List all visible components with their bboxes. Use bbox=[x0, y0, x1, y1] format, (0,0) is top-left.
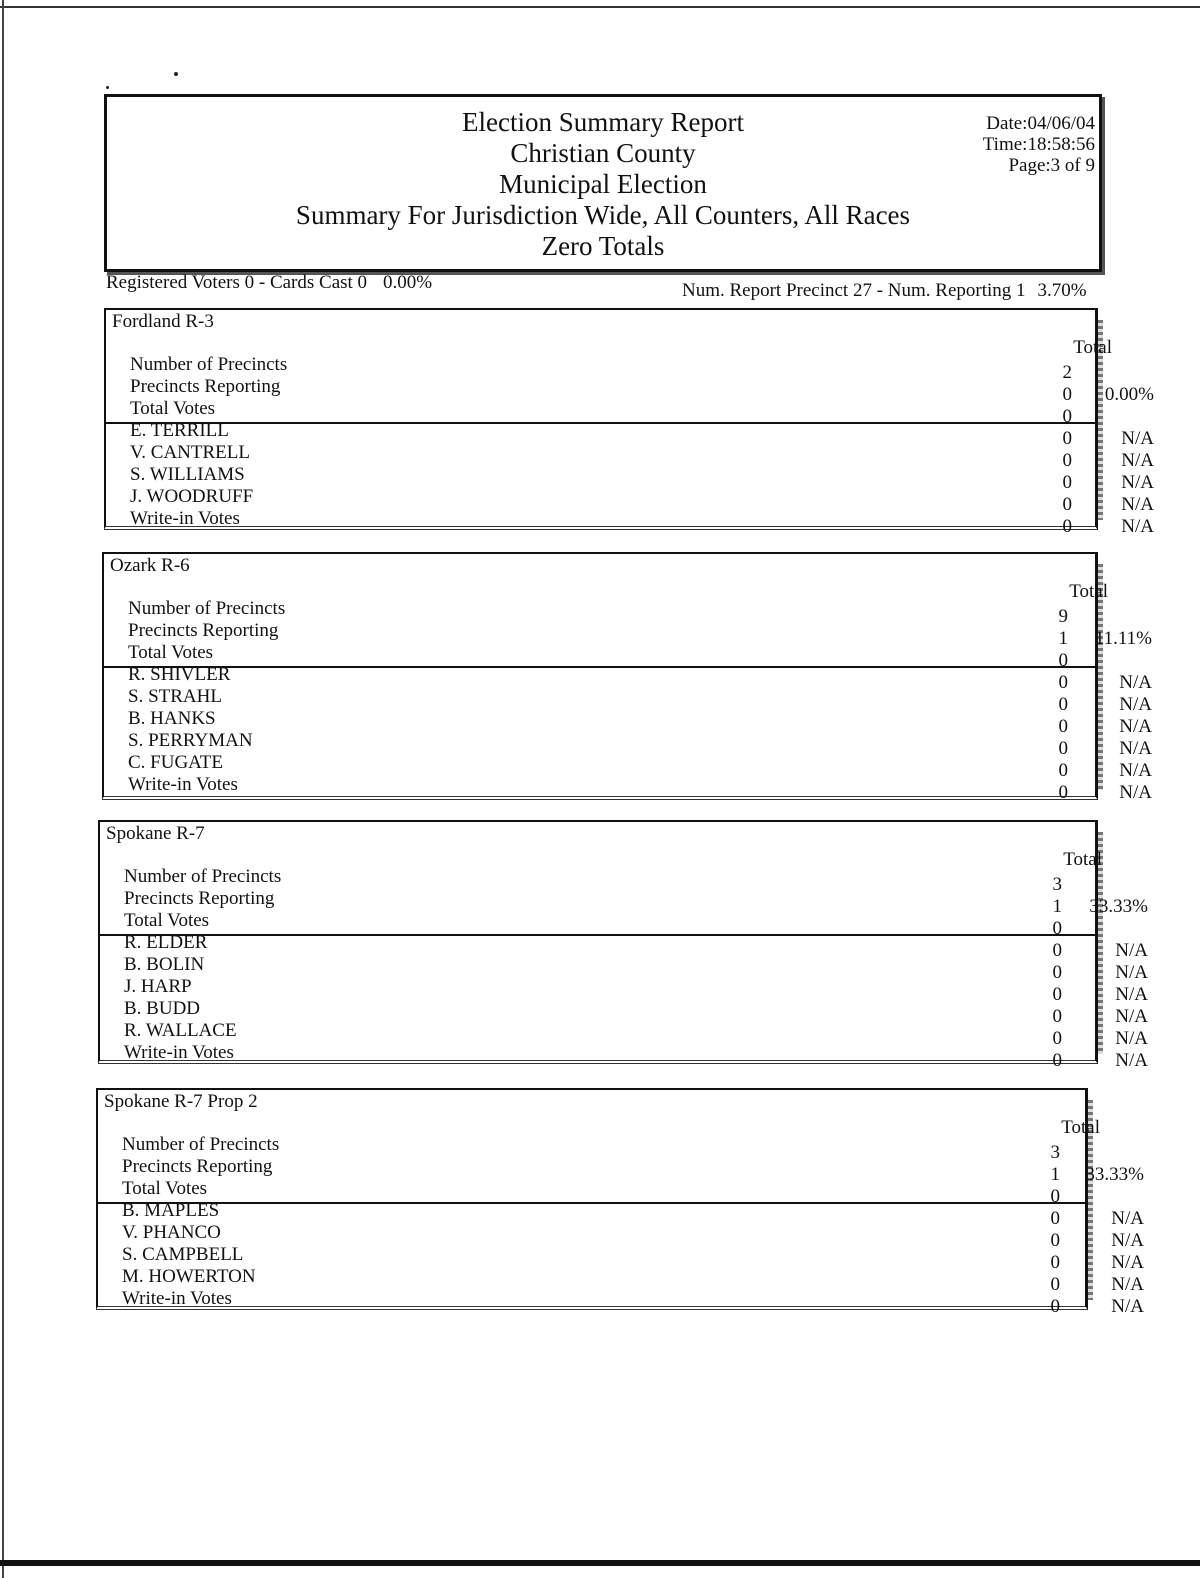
report-time: Time:18:58:56 bbox=[982, 134, 1095, 155]
candidate-votes: 0 bbox=[1058, 782, 1068, 803]
candidate-row bbox=[100, 1020, 1148, 1049]
candidate-percent: N/A bbox=[1119, 782, 1152, 803]
candidate-votes: 0 bbox=[1058, 716, 1068, 737]
stat-label: Precincts Reporting bbox=[130, 376, 281, 397]
stat-row bbox=[98, 1156, 1144, 1185]
report-page: Page:3 of 9 bbox=[1008, 155, 1095, 176]
race-box bbox=[102, 552, 1152, 803]
candidate-row bbox=[100, 998, 1148, 1027]
stat-value: 0 bbox=[1062, 384, 1072, 405]
candidate-name: R. ELDER bbox=[124, 932, 208, 953]
race-box bbox=[98, 820, 1148, 1071]
candidate-row bbox=[104, 730, 1152, 759]
scan-edge-top bbox=[0, 6, 1200, 8]
candidate-percent: N/A bbox=[1115, 962, 1148, 983]
stat-percent: 33.33% bbox=[1089, 896, 1148, 917]
candidate-votes: 0 bbox=[1052, 1050, 1062, 1071]
candidate-name: S. WILLIAMS bbox=[130, 464, 245, 485]
candidate-row bbox=[104, 686, 1152, 715]
candidate-name: Write-in Votes bbox=[130, 508, 240, 529]
candidate-votes: 0 bbox=[1052, 1006, 1062, 1027]
candidate-percent: N/A bbox=[1115, 940, 1148, 961]
candidate-votes: 0 bbox=[1062, 494, 1072, 515]
candidate-votes: 0 bbox=[1062, 450, 1072, 471]
candidate-percent: N/A bbox=[1121, 450, 1154, 471]
stat-row bbox=[98, 1178, 1085, 1207]
report-subtitle: Zero Totals bbox=[541, 231, 665, 261]
candidate-votes: 0 bbox=[1058, 672, 1068, 693]
candidate-votes: 0 bbox=[1052, 984, 1062, 1005]
candidate-percent: N/A bbox=[1119, 738, 1152, 759]
candidate-row bbox=[98, 1266, 1144, 1295]
candidate-name: B. MAPLES bbox=[122, 1200, 220, 1221]
candidate-percent: N/A bbox=[1111, 1208, 1144, 1229]
stat-label: Number of Precincts bbox=[128, 598, 286, 619]
candidate-votes: 0 bbox=[1050, 1252, 1060, 1273]
stat-row bbox=[104, 642, 1095, 671]
candidate-row bbox=[98, 1222, 1144, 1251]
candidate-name: E. TERRILL bbox=[130, 420, 229, 441]
candidate-votes: 0 bbox=[1058, 694, 1068, 715]
stat-row bbox=[100, 910, 1095, 939]
candidate-name: J. HARP bbox=[124, 976, 192, 997]
reporting-pct: 3.70% bbox=[1037, 280, 1087, 301]
candidate-votes: 0 bbox=[1050, 1296, 1060, 1317]
candidate-name: J. WOODRUFF bbox=[130, 486, 254, 507]
candidate-votes: 0 bbox=[1050, 1208, 1060, 1229]
candidate-name: S. PERRYMAN bbox=[128, 730, 253, 751]
stat-row bbox=[106, 376, 1154, 405]
stat-label: Precincts Reporting bbox=[124, 888, 275, 909]
candidate-row bbox=[104, 774, 1152, 803]
total-column-header: Total bbox=[1061, 1117, 1100, 1138]
stat-label: Number of Precincts bbox=[130, 354, 288, 375]
race-title: Spokane R-7 bbox=[106, 823, 205, 844]
stat-label: Total Votes bbox=[130, 398, 216, 419]
report-title: Election Summary Report bbox=[462, 107, 744, 137]
candidate-votes: 0 bbox=[1050, 1274, 1060, 1295]
candidate-name: Write-in Votes bbox=[122, 1288, 232, 1309]
candidate-percent: N/A bbox=[1111, 1274, 1144, 1295]
report-date: Date:04/06/04 bbox=[986, 113, 1095, 134]
candidate-name: R. SHIVLER bbox=[128, 664, 231, 685]
race-box bbox=[96, 1088, 1144, 1317]
candidate-name: S. CAMPBELL bbox=[122, 1244, 244, 1265]
candidate-name: V. PHANCO bbox=[122, 1222, 221, 1243]
stat-label: Precincts Reporting bbox=[122, 1156, 273, 1177]
stat-value: 3 bbox=[1052, 874, 1062, 895]
report-scope: Summary For Jurisdiction Wide, All Counters, All Races bbox=[295, 200, 911, 230]
candidate-name: V. CANTRELL bbox=[130, 442, 250, 463]
stat-percent: 0.00% bbox=[1104, 384, 1154, 405]
total-column-header: Total bbox=[1069, 581, 1108, 602]
total-column-header: Total bbox=[1063, 849, 1102, 870]
stat-value: 0 bbox=[1058, 650, 1068, 671]
candidate-percent: N/A bbox=[1111, 1230, 1144, 1251]
candidate-row bbox=[104, 664, 1152, 693]
candidate-name: B. BOLIN bbox=[124, 954, 205, 975]
reporting-text: Num. Report Precinct 27 - Num. Reporting 1 bbox=[682, 280, 1026, 301]
candidate-votes: 0 bbox=[1050, 1230, 1060, 1251]
reporting-summary bbox=[670, 280, 1087, 302]
race-title: Ozark R-6 bbox=[110, 555, 190, 576]
stat-value: 1 bbox=[1058, 628, 1068, 649]
report-election: Municipal Election bbox=[499, 169, 707, 199]
stat-value: 1 bbox=[1050, 1164, 1060, 1185]
candidate-name: Write-in Votes bbox=[124, 1042, 234, 1063]
candidate-row bbox=[100, 976, 1148, 1005]
candidate-percent: N/A bbox=[1119, 760, 1152, 781]
candidate-percent: N/A bbox=[1119, 672, 1152, 693]
stat-value: 0 bbox=[1052, 918, 1062, 939]
race-title: Fordland R-3 bbox=[112, 311, 214, 332]
candidate-percent: N/A bbox=[1119, 694, 1152, 715]
candidate-row bbox=[100, 954, 1148, 983]
scan-speck bbox=[174, 72, 178, 76]
stat-row bbox=[106, 354, 1095, 383]
registered-voters-summary bbox=[106, 272, 448, 294]
candidate-row bbox=[106, 420, 1154, 449]
candidate-percent: N/A bbox=[1121, 494, 1154, 515]
stat-label: Precincts Reporting bbox=[128, 620, 279, 641]
stat-row bbox=[104, 598, 1095, 627]
stat-row bbox=[104, 620, 1152, 649]
candidate-name: M. HOWERTON bbox=[122, 1266, 256, 1287]
total-column-header: Total bbox=[1073, 337, 1112, 358]
stat-label: Number of Precincts bbox=[124, 866, 282, 887]
stat-value: 9 bbox=[1058, 606, 1068, 627]
candidate-name: Write-in Votes bbox=[128, 774, 238, 795]
stat-label: Total Votes bbox=[122, 1178, 208, 1199]
candidate-percent: N/A bbox=[1115, 1050, 1148, 1071]
candidate-row bbox=[106, 442, 1154, 471]
stat-row bbox=[100, 888, 1148, 917]
candidate-votes: 0 bbox=[1062, 428, 1072, 449]
candidate-row bbox=[98, 1288, 1144, 1317]
race-box bbox=[104, 308, 1154, 537]
stat-value: 1 bbox=[1052, 896, 1062, 917]
candidate-votes: 0 bbox=[1062, 472, 1072, 493]
stat-percent: 33.33% bbox=[1085, 1164, 1144, 1185]
candidate-percent: N/A bbox=[1121, 516, 1154, 537]
stat-value: 3 bbox=[1050, 1142, 1060, 1163]
candidate-percent: N/A bbox=[1121, 472, 1154, 493]
candidate-name: B. HANKS bbox=[128, 708, 216, 729]
stat-value: 0 bbox=[1050, 1186, 1060, 1207]
candidate-votes: 0 bbox=[1058, 738, 1068, 759]
stat-row bbox=[98, 1134, 1085, 1163]
stat-label: Total Votes bbox=[128, 642, 214, 663]
candidate-row bbox=[100, 932, 1148, 961]
candidate-row bbox=[100, 1042, 1148, 1071]
candidate-row bbox=[104, 708, 1152, 737]
registered-voters-pct: 0.00% bbox=[383, 272, 433, 293]
stat-row bbox=[106, 398, 1095, 427]
candidate-row bbox=[98, 1244, 1144, 1273]
candidate-row bbox=[104, 752, 1152, 781]
report-header bbox=[104, 94, 1102, 272]
report-meta bbox=[983, 113, 1095, 176]
candidate-votes: 0 bbox=[1052, 1028, 1062, 1049]
candidate-percent: N/A bbox=[1121, 428, 1154, 449]
stat-label: Total Votes bbox=[124, 910, 210, 931]
report-county: Christian County bbox=[510, 138, 696, 168]
report-title-block bbox=[107, 107, 1099, 262]
candidate-percent: N/A bbox=[1119, 716, 1152, 737]
stat-row bbox=[100, 866, 1095, 895]
stat-value: 0 bbox=[1062, 406, 1072, 427]
candidate-percent: N/A bbox=[1111, 1252, 1144, 1273]
candidate-row bbox=[98, 1200, 1144, 1229]
candidate-votes: 0 bbox=[1062, 516, 1072, 537]
candidate-row bbox=[106, 464, 1154, 493]
scan-speck bbox=[106, 86, 109, 89]
candidate-votes: 0 bbox=[1058, 760, 1068, 781]
scan-edge-left bbox=[2, 0, 4, 1578]
candidate-percent: N/A bbox=[1111, 1296, 1144, 1317]
registered-voters-text: Registered Voters 0 - Cards Cast 0 bbox=[106, 272, 368, 293]
candidate-row bbox=[106, 508, 1154, 537]
candidate-percent: N/A bbox=[1115, 1028, 1148, 1049]
scan-edge-bottom bbox=[0, 1560, 1200, 1566]
stat-percent: 11.11% bbox=[1094, 628, 1152, 649]
candidate-name: R. WALLACE bbox=[124, 1020, 237, 1041]
stat-label: Number of Precincts bbox=[122, 1134, 280, 1155]
candidate-votes: 0 bbox=[1052, 940, 1062, 961]
candidate-percent: N/A bbox=[1115, 1006, 1148, 1027]
candidate-name: B. BUDD bbox=[124, 998, 201, 1019]
candidate-name: C. FUGATE bbox=[128, 752, 224, 773]
candidate-row bbox=[106, 486, 1154, 515]
race-title: Spokane R-7 Prop 2 bbox=[104, 1091, 258, 1112]
candidate-name: S. STRAHL bbox=[128, 686, 222, 707]
candidate-votes: 0 bbox=[1052, 962, 1062, 983]
candidate-percent: N/A bbox=[1115, 984, 1148, 1005]
stat-value: 2 bbox=[1062, 362, 1072, 383]
